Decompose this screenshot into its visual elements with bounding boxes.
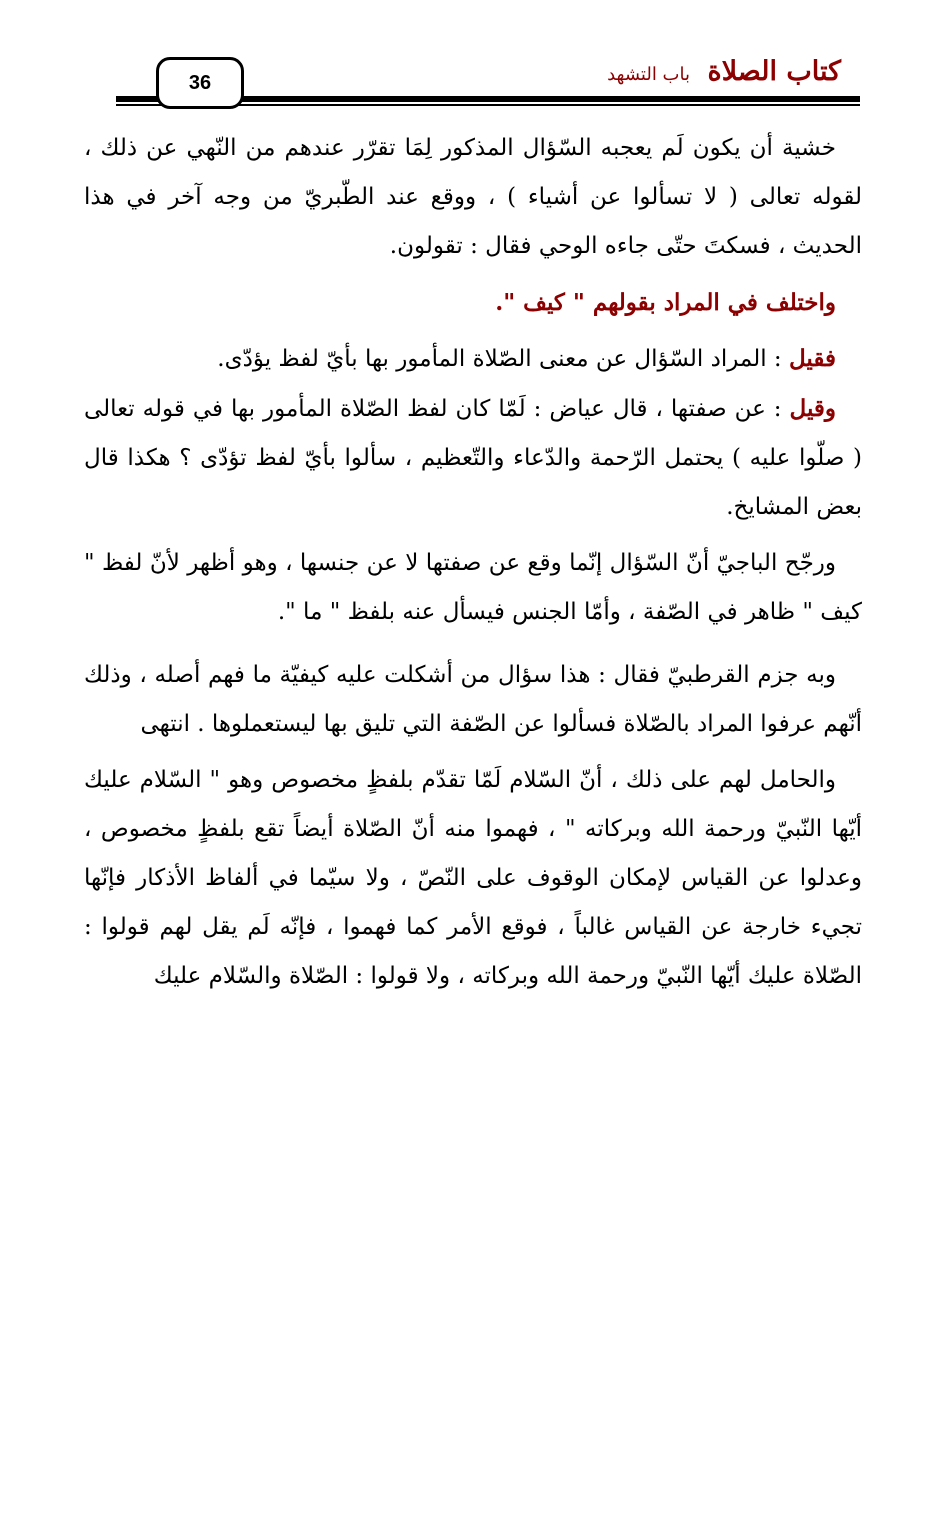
- page-number: 36: [156, 57, 244, 109]
- paragraph: [84, 334, 862, 384]
- paragraph-text: : المراد السّؤال عن معنى الصّلاة المأمور بها بأيّ لفظ يؤدّى.: [217, 346, 789, 372]
- chapter-title: باب التشهد: [607, 64, 690, 85]
- keyword-faqila: فقيل: [789, 345, 836, 372]
- paragraph: والحامل لهم على ذلك ، أنّ السّلام لَمّا تقدّم بلفظٍ مخصوص وهو " السّلام عليك أيّها النّبيّ ورحمة الله وبركاته " ، فهموا منه أنّ الصّلاة أيضاً تقع بلفظٍ مخصوص ، وعدلوا عن القياس لإمكان الوقوف على النّصّ ، ولا سيّما في ألفاظ الأذكار فإنّها تجيء خارجة عن القياس غالباً ، فوقع الأمر كما فهموا ، فإنّه لَم يقل لهم قولوا : الصّلاة عليك أيّها النّبيّ ورحمة الله وبركاته ، ولا قولوا : الصّلاة والسّلام عليك: [84, 767, 862, 989]
- paragraph: خشية أن يكون لَم يعجبه السّؤال المذكور لِمَا تقرّر عندهم من النّهي عن ذلك ، لقوله تعالى ( لا تسألوا عن أشياء ) ، ووقع عند الطّبريّ من وجه آخر في هذا الحديث ، فسكتَ حتّى جاءه الوحي فقال : تقولون.: [84, 135, 862, 259]
- book-title: كتاب الصلاة: [707, 56, 841, 87]
- keyword-wa-qila: وقيل: [789, 395, 836, 422]
- page-header: [0, 0, 945, 120]
- section-heading: واختلف في المراد بقولهم " كيف ".: [495, 289, 836, 316]
- paragraph: وبه جزم القرطبيّ فقال : هذا سؤال من أشكلت عليه كيفيّة ما فهم أصله ، وذلك أنّهم عرفوا المراد بالصّلاة فسألوا عن الصّفة التي تليق بها ليستعملوها . انتهى: [84, 662, 862, 737]
- main-text: [84, 124, 862, 1001]
- paragraph-text: : عن صفتها ، قال عياض : لَمّا كان لفظ الصّلاة المأمور بها في قوله تعالى ( صلّوا عليه ) يحتمل الرّحمة والدّعاء والتّعظيم ، سألوا بأيّ لفظ تؤدّى ؟ هكذا قال بعض المشايخ.: [84, 396, 862, 520]
- paragraph: ورجّح الباجيّ أنّ السّؤال إنّما وقع عن صفتها لا عن جنسها ، وهو أظهر لأنّ لفظ " كيف " ظاهر في الصّفة ، وأمّا الجنس فيسأل عنه بلفظ " ما ".: [84, 550, 862, 625]
- paragraph: [84, 384, 862, 532]
